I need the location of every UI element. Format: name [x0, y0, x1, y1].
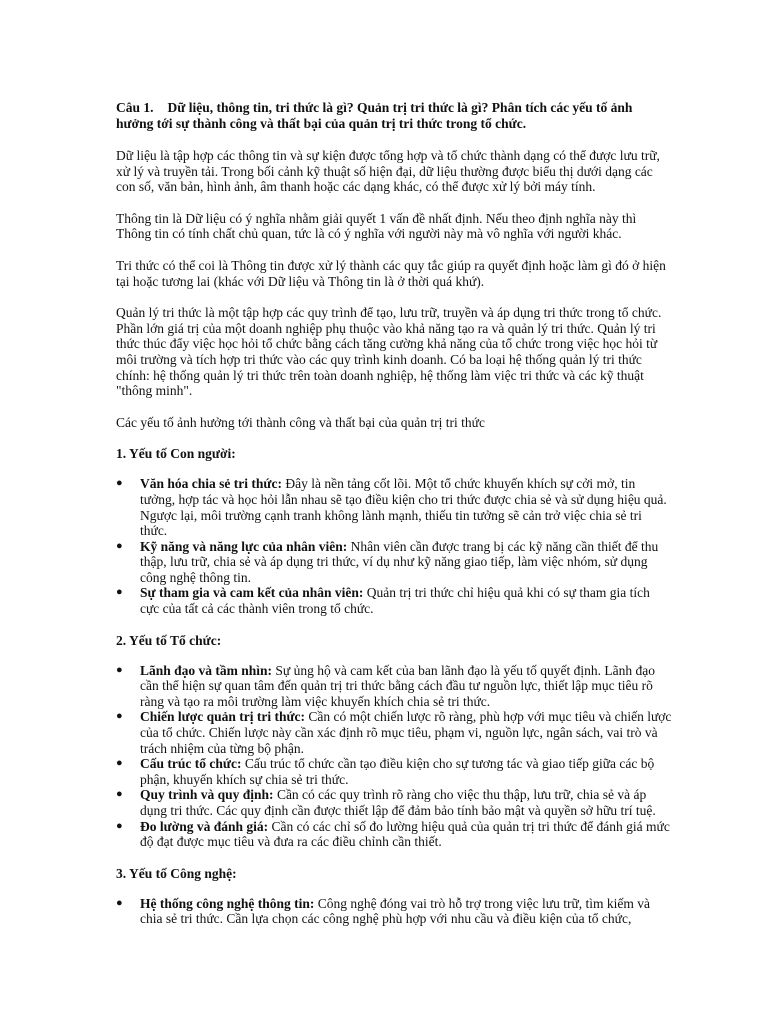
paragraph-data-definition: Dữ liệu là tập hợp các thông tin và sự kiện được tổng hợp và tổ chức thành dạng có thể được lưu trữ, xử lý và truyền tải. Trong bối cảnh kỹ thuật số hiện đại, dữ liệu thường được biểu thị dưới dạng các con số, văn bản, hình ảnh, âm thanh hoặc các dạng khác, có thể được xử lý bởi máy tính.: [116, 148, 660, 195]
section-heading-organization: 2. Yếu tố Tổ chức:: [116, 632, 222, 648]
item-term: Cấu trúc tổ chức:: [140, 756, 242, 772]
item-term: Sự tham gia và cam kết của nhân viên:: [140, 585, 364, 601]
item-text: Cần có một chiến lược rõ ràng, phù hợp với mục tiêu và chiến lược của tổ chức. Chiến lược này cần xác định rõ mục tiêu, phạm vi, nguồn lực, ngân sách, vai trò và trách nhiệm của từng bộ phận.: [140, 709, 672, 756]
item-term: Đo lường và đánh giá:: [140, 818, 269, 834]
paragraph-factors-intro: Các yếu tố ảnh hưởng tới thành công và thất bại của quản trị tri thức: [116, 414, 485, 430]
item-text: Đây là nền tảng cốt lõi. Một tổ chức khuyến khích sự cởi mở, tin tưởng, hợp tác và học hỏi lẫn nhau sẽ tạo điều kiện cho tri thức được chia sẻ và sử dụng hiệu quả. Ngược lại, môi trường cạnh tranh không lành mạnh, thiếu tin tưởng sẽ cản trở việc chia sẻ tri thức.: [140, 476, 667, 539]
list-item: [116, 709, 672, 756]
section-list-organization: [116, 663, 672, 850]
item-term: Chiến lược quản trị tri thức:: [140, 709, 306, 725]
bullet-icon: ●: [116, 586, 123, 599]
bullet-icon: ●: [116, 539, 123, 552]
list-item: [116, 585, 672, 616]
section-heading-technology: 3. Yếu tố Công nghệ:: [116, 865, 237, 881]
paragraph-knowledge-management: Quản lý tri thức là một tập hợp các quy trình để tạo, lưu trữ, truyền và áp dụng tri thức trong tổ chức. Phần lớn giá trị của một doanh nghiệp phụ thuộc vào khả năng tạo ra và quản lý tri thức. Quản lý tri thức thúc đẩy việc học hỏi tổ chức bằng cách tăng cường khả năng của tổ chức trong việc học hỏi từ môi trường và tích hợp tri thức vào các quy trình kinh doanh. Có ba loại hệ thống quản lý tri thức chính: hệ thống quản lý tri thức trên toàn doanh nghiệp, hệ thống làm việc tri thức và các kỹ thuật "thông minh".: [116, 305, 662, 399]
question-number: Câu 1.: [116, 100, 154, 115]
bullet-icon: ●: [116, 477, 123, 490]
item-text: Quản trị tri thức chỉ hiệu quả khi có sự tham gia tích cực của tất cả các thành viên trong tổ chức.: [140, 585, 650, 617]
list-item: [116, 476, 672, 538]
item-text: Cần có các chỉ số đo lường hiệu quả của quản trị tri thức để đánh giá mức độ đạt được mục tiêu và đưa ra các điều chỉnh cần thiết.: [140, 818, 670, 850]
list-item: [116, 539, 672, 586]
item-text: Công nghệ đóng vai trò hỗ trợ trong việc lưu trữ, tìm kiếm và chia sẻ tri thức. Cần lựa chọn các công nghệ phù hợp với nhu cầu và điều kiện của tổ chức,: [140, 895, 651, 927]
section-heading-people: 1. Yếu tố Con người:: [116, 446, 236, 462]
item-term: Hệ thống công nghệ thông tin:: [140, 895, 315, 911]
bullet-icon: ●: [116, 788, 123, 801]
item-term: Quy trình và quy định:: [140, 787, 274, 803]
list-item: [116, 663, 672, 710]
item-text: Cần có các quy trình rõ ràng cho việc thu thập, lưu trữ, chia sẻ và áp dụng tri thức. Các quy định cần được thiết lập để đảm bảo tính bảo mật và quyền sở hữu trí tuệ.: [140, 787, 656, 818]
paragraph-knowledge-definition: Tri thức có thể coi là Thông tin được xử lý thành các quy tắc giúp ra quyết định hoặc làm gì đó ở hiện tại hoặc tương lai (khác với Dữ liệu và Thông tin là ở thời quá khứ).: [116, 257, 666, 289]
list-item: [116, 819, 672, 850]
question-text: Dữ liệu, thông tin, tri thức là gì? Quản trị tri thức là gì? Phân tích các yếu tố ảnh hưởng tới sự thành công và thất bại của quản trị tri thức trong tổ chức.: [116, 100, 633, 131]
list-item: [116, 787, 672, 818]
item-text: Nhân viên cần được trang bị các kỹ năng cần thiết để thu thập, lưu trữ, chia sẻ và áp dụng tri thức, ví dụ như kỹ năng giao tiếp, làm việc nhóm, sử dụng công nghệ thông tin.: [140, 538, 659, 585]
list-item: [116, 896, 672, 927]
bullet-icon: ●: [116, 819, 123, 832]
item-term: Văn hóa chia sẻ tri thức:: [140, 476, 282, 492]
section-list-technology: [116, 896, 672, 927]
list-item: [116, 756, 672, 787]
section-list-people: [116, 476, 672, 616]
item-text: Sự ủng hộ và cam kết của ban lãnh đạo là yếu tố quyết định. Lãnh đạo cần thể hiện sự quan tâm đến quản trị tri thức bằng cách đầu tư nguồn lực, thiết lập mục tiêu rõ ràng và tạo ra môi trường làm việc khuyến khích chia sẻ tri thức.: [140, 662, 656, 709]
item-text: Cấu trúc tổ chức cần tạo điều kiện cho sự tương tác và giao tiếp giữa các bộ phận, khuyến khích sự chia sẻ tri thức.: [140, 756, 655, 787]
item-term: Kỹ năng và năng lực của nhân viên:: [140, 538, 348, 554]
bullet-icon: ●: [116, 710, 123, 723]
item-term: Lãnh đạo và tầm nhìn:: [140, 662, 273, 678]
bullet-icon: ●: [116, 896, 123, 909]
paragraph-information-definition: Thông tin là Dữ liệu có ý nghĩa nhằm giải quyết 1 vấn đề nhất định. Nếu theo định nghĩa này thì Thông tin có tính chất chủ quan, tức là có ý nghĩa với người này mà vô nghĩa với người khác.: [116, 210, 637, 242]
bullet-icon: ●: [116, 757, 123, 770]
question-title: [116, 100, 672, 132]
bullet-icon: ●: [116, 663, 123, 676]
